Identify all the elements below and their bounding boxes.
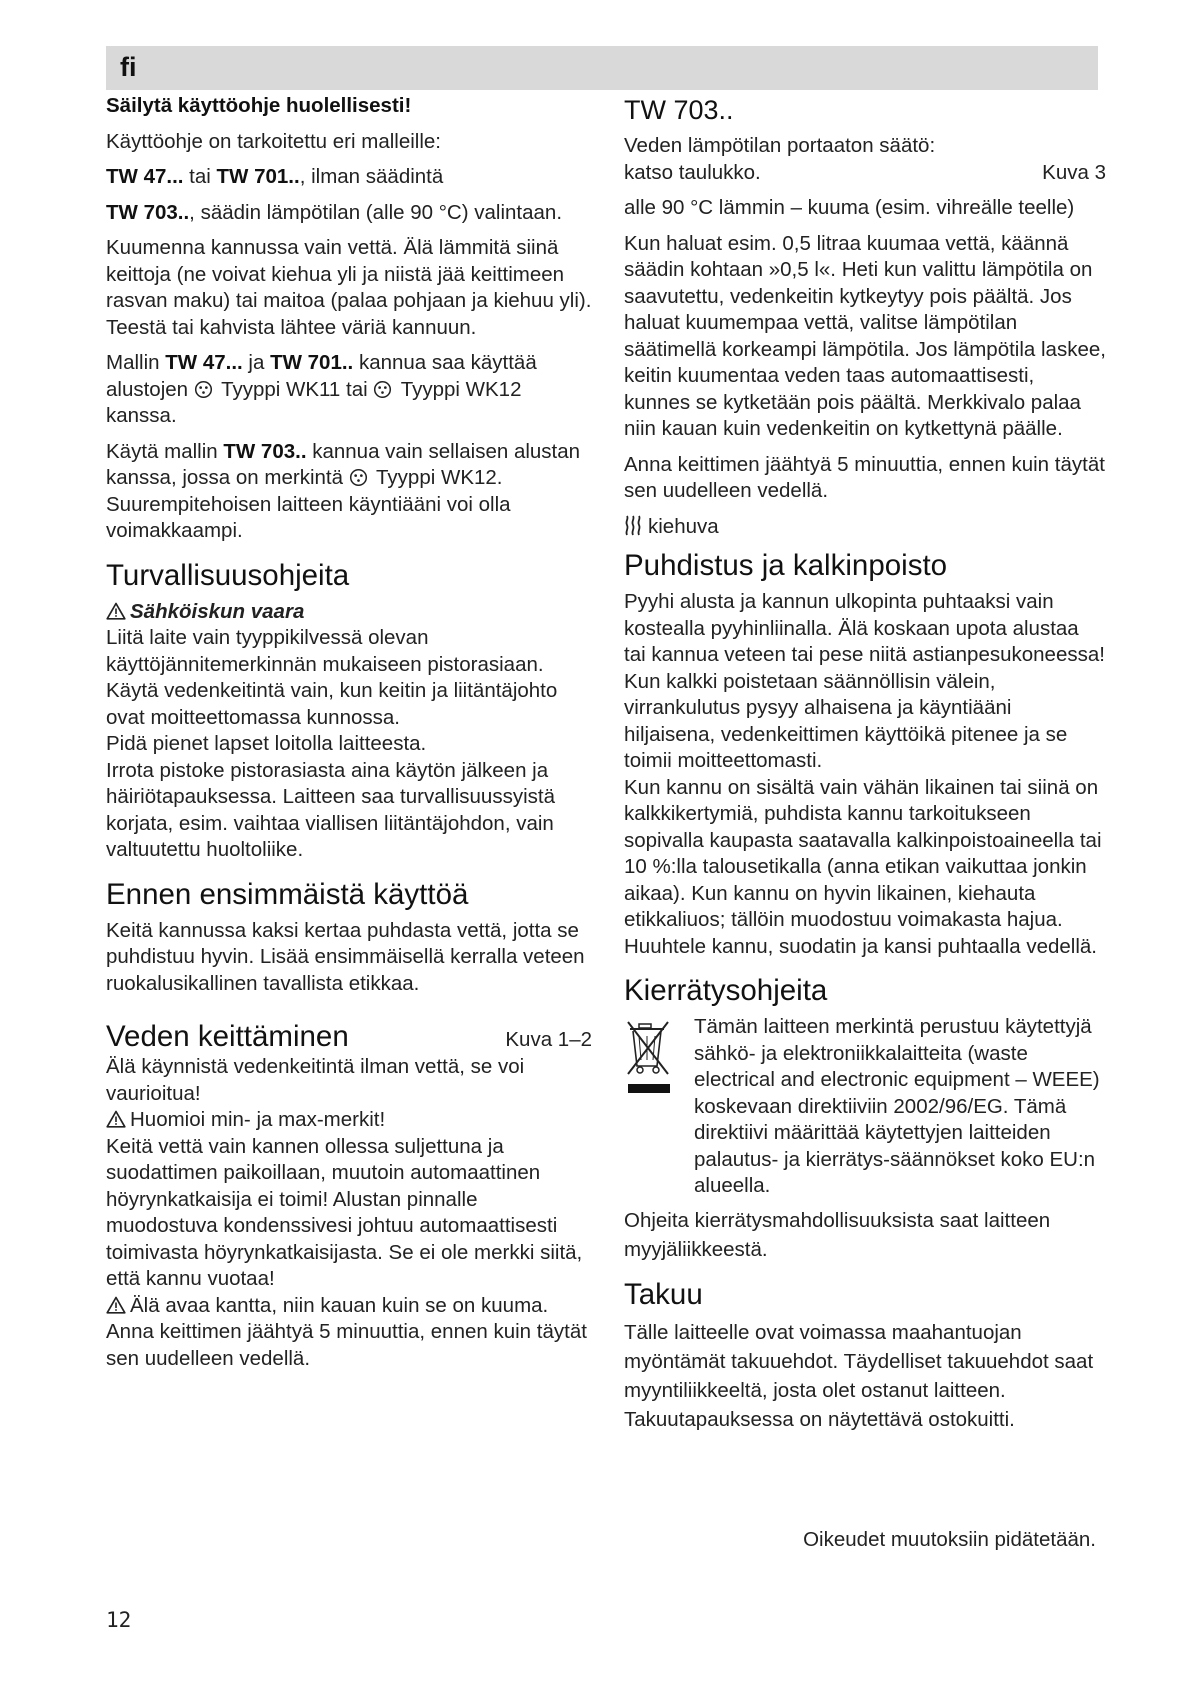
tw703-text-5: Anna keittimen jäähtyä 5 minuuttia, ennen kuin täytät sen uudelleen vedellä.: [624, 452, 1105, 502]
boil-heading-row: [106, 1006, 592, 1054]
recycling-heading: Kierrätysohjeita: [624, 974, 828, 1007]
tw703-figure-ref: Kuva 3: [1042, 160, 1106, 184]
first-use-text: Keitä kannussa kaksi kertaa puhdasta vettä, jotta se puhdistuu hyvin. Lisää ensimmäisellä kerralla veteen ruokalusikallinen tavallista etikkaa.: [106, 918, 585, 995]
recycling-block: [624, 1014, 1106, 1200]
weee-bin-icon: [624, 1014, 680, 1200]
warranty-text: Tälle laitteelle ovat voimassa maahantuojan myöntämät takuuehdot. Täydelliset takuuehdot saat myyntiliikkeeltä, josta olet ostanut laitteen. Takuutapauksessa on näytettävä ostokuitti.: [624, 1320, 1094, 1431]
page-number: 12: [106, 1608, 132, 1632]
first-use-heading: Ennen ensimmäistä käyttöä: [106, 877, 469, 911]
warning-triangle-icon: [106, 602, 126, 620]
tw703-heading: TW 703..: [624, 95, 734, 125]
rights-reserved-note: Oikeudet muutoksiin pidätetään.: [803, 1528, 1096, 1551]
boil-text-5: Anna keittimen jäähtyä 5 minuuttia, ennen kuin täytät sen uudelleen vedellä.: [106, 1320, 587, 1370]
children-note: Pidä pienet lapset loitolla laitteesta.: [106, 732, 427, 755]
base-symbol-icon: [373, 380, 392, 399]
tw703-boiling: kiehuva: [624, 514, 1106, 541]
cleaning-text-1: Pyyhi alusta ja kannun ulkopinta puhtaaksi vain kostealla pyyhinliinalla. Älä koskaan upota alustaa tai kannua veteen tai pese niitä astianpesukoneessa!: [624, 590, 1105, 666]
cleaning-heading: Puhdistus ja kalkinpoisto: [624, 549, 948, 582]
cleaning-text-3: Kun kannu on sisältä vain vähän likainen tai siinä on kalkkikertymiä, puhdista kannu tarkoitukseen sopivalla kaupasta saatavalla kalkinpoistoaineella tai 10 %:lla talousetikalla (anna etikan vaikuttaa jonkin aikaa). Kun kannu on hyvin likainen, kiehauta etikkaliuos; tällöin muodostuu voimakasta hajua. Huuhtele kannu, suodatin ja kansi puhtaalla vedellä.: [624, 775, 1102, 958]
tw703-text-2: katso taulukko.: [624, 160, 761, 184]
left-column: [106, 93, 592, 1381]
safety-text: Liitä laite vain tyyppikilvessä olevan käyttöjännitemerkinnän mukaiseen pistorasiaan. Käytä vedenkeitintä vain, kun keitin ja liitäntäjohto ovat moitteettomassa kunnossa.: [106, 626, 558, 729]
warning-triangle-icon: [106, 1296, 126, 1314]
base-compat-1: Mallin TW 47... ja TW 701.. kannua saa käyttää alustojen Tyyppi WK11 tai Tyyppi WK12 kanssa.: [106, 351, 537, 427]
tw703-text-1: Veden lämpötilan portaaton säätö:: [624, 134, 936, 157]
boil-text-1: Älä käynnistä vedenkeitintä ilman vettä, se voi vaurioitua!: [106, 1055, 525, 1105]
tw703-ref-row: [624, 160, 1106, 187]
right-column: [624, 93, 1106, 1443]
shock-warning: Sähköiskun vaara: [106, 599, 592, 626]
boil-heading: Veden keittäminen: [106, 1020, 349, 1053]
tw703-text-3: alle 90 °C lämmin – kuuma (esim. vihreälle teelle): [624, 196, 1075, 219]
recycling-text-1: Tämän laitteen merkintä perustuu käytettyjä sähkö- ja elektroniikkalaitteita (waste electrical and electronic equipment – WEEE) koskevaan direktiiviin 2002/96/EG. Tämä direktiivi määrittää käytettyjen laitteiden palautus- ja kierrätys-säännökset koko EU:n alueella.: [694, 1015, 1100, 1197]
steam-icon: [624, 515, 642, 537]
cleaning-text-2: Kun kalkki poistetaan säännöllisin välein, virrankulutus pysyy alhaisena ja käyntiääni hiljaisena, vedenkeittimen käyttöikä pitenee ja se toimii moitteettomasti.: [624, 669, 1068, 772]
unplug-note: Irrota pistoke pistorasiasta aina käytön jälkeen ja häiriötapauksessa. Laitteen saa turvallisuussyistä korjata, esim. vaihtaa viallisen liitäntäjohdon, vain valtuutettu huoltoliike.: [106, 758, 555, 861]
recycling-text-2: Ohjeita kierrätysmahdollisuuksista saat laitteen myyjäliikkeestä.: [624, 1208, 1051, 1261]
models-intro: Käyttöohje on tarkoitettu eri malleille:: [106, 129, 442, 153]
boil-text-3: Keitä vettä vain kannen ollessa suljettuna ja suodattimen paikoillaan, muutoin automaattinen höyrynkatkaisija ei toimi! Alustan pinnalle muodostuva kondenssivesi johtuu automaattisesti toimivasta höyrynkatkaisijasta. Se ei ole merkki siitä, että kannu vuotaa!: [106, 1134, 583, 1290]
base-symbol-icon: [349, 468, 368, 487]
heat-only-water: Kuumenna kannussa vain vettä. Älä lämmitä siinä keittoja (ne voivat kiehua yli ja niistä jää keittimeen rasvan maku) tai maitoa (palaa pohjaan ja kiehuu yli). Teestä tai kahvista lähtee väriä kannuun.: [106, 236, 592, 339]
language-tag: fi: [120, 52, 137, 82]
base-compat-2: Käytä mallin TW 703.. kannua vain sellaisen alustan kanssa, jossa on merkintä Tyyppi WK12.: [106, 439, 581, 489]
warranty-heading: Takuu: [624, 1277, 703, 1311]
keep-instructions: Säilytä käyttöohje huolellisesti!: [106, 94, 412, 117]
language-header-bar: [106, 46, 1098, 90]
boil-text-2: Huomioi min- ja max-merkit!: [106, 1107, 592, 1134]
power-note: Suurempitehoisen laitteen käyntiääni voi olla voimakkaampi.: [106, 492, 511, 542]
base-symbol-icon: [194, 380, 213, 399]
safety-heading: Turvallisuusohjeita: [106, 558, 350, 592]
warning-triangle-icon: [106, 1110, 126, 1128]
boil-text-4: Älä avaa kantta, niin kauan kuin se on kuuma.: [106, 1293, 592, 1320]
models-line-1: TW 47... tai TW 701.., ilman säädintä: [106, 165, 444, 188]
models-line-2: TW 703.., säädin lämpötilan (alle 90 °C) valintaan.: [106, 200, 563, 224]
boil-figure-ref: Kuva 1–2: [505, 1028, 592, 1051]
tw703-text-4: Kun haluat esim. 0,5 litraa kuumaa vettä, käännä säädin kohtaan »0,5 l«. Heti kun valittu lämpötila on saavutettu, vedenkeitin kytkeytyy pois päältä. Jos haluat kuumempaa vettä, valitse lämpötilan säätimellä korkeampi lämpötila. Jos lämpötila laskee, keitin kuumentaa veden taas automaattisesti, kunnes se kytketään pois päältä. Merkkivalo palaa niin kauan kuin vedenkeitin on kytkettynä päälle.: [624, 231, 1106, 440]
